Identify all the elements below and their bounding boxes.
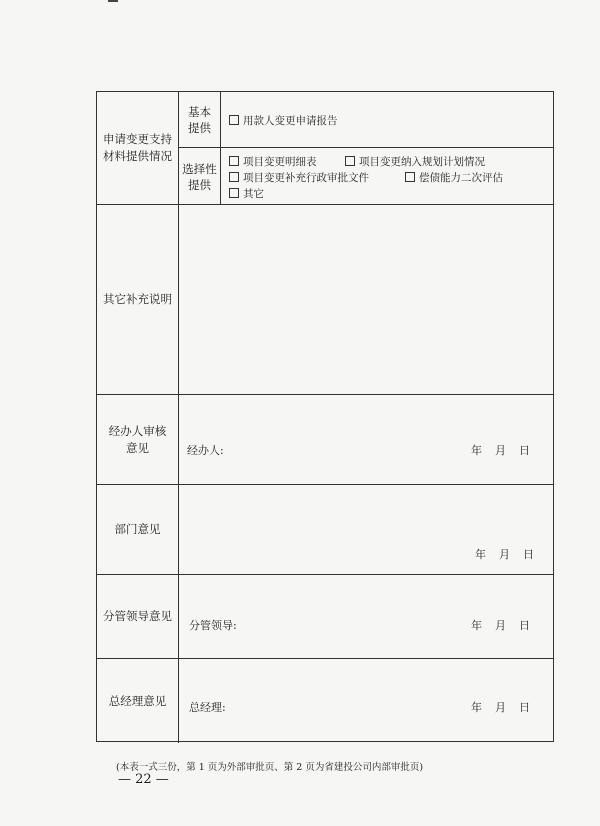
subrow-optional [179, 148, 553, 205]
support-materials-label: 申请变更支持材料提供情况 [97, 92, 179, 204]
option-basic-report[interactable]: 用款人变更申请报告 [229, 113, 338, 128]
optional-provide-label: 选择性提供 [179, 148, 221, 205]
option-planning-inclusion[interactable]: 项目变更纳入规划计划情况 [345, 154, 485, 169]
checkbox[interactable] [229, 115, 239, 125]
general-manager-label: 总经理意见 [97, 659, 179, 743]
checkbox[interactable] [229, 172, 239, 182]
other-notes-label: 其它补充说明 [97, 205, 179, 394]
row-general-manager [97, 659, 553, 743]
checkbox[interactable] [345, 156, 355, 166]
row-support-materials [97, 92, 553, 205]
page-number: — 22 — [118, 772, 169, 787]
handler-date: 年 月 日 [471, 444, 530, 457]
supervisor-label: 分管领导意见 [97, 575, 179, 658]
checkbox[interactable] [229, 188, 239, 198]
supervisor-signer: 分管领导: [189, 619, 237, 632]
general-manager-signer: 总经理: [189, 701, 226, 714]
option-other[interactable]: 其它 [229, 186, 264, 201]
option-change-details[interactable]: 项目变更明细表 [229, 154, 317, 169]
basic-provide-label: 基本提供 [179, 92, 221, 147]
row-handler [97, 395, 553, 485]
checkbox[interactable] [405, 172, 415, 182]
handler-label: 经办人审核意见 [97, 395, 179, 484]
row-other-notes [97, 205, 553, 395]
option-admin-approval[interactable]: 项目变更补充行政审批文件 [229, 170, 369, 185]
other-notes-field[interactable] [181, 209, 549, 390]
option-debt-assessment[interactable]: 偿债能力二次评估 [405, 170, 503, 185]
scan-mark [108, 0, 118, 2]
row-supervisor [97, 575, 553, 659]
checkbox[interactable] [229, 156, 239, 166]
supervisor-date: 年 月 日 [471, 619, 530, 632]
footer-note: (本表一式三份，第 1 页为外部审批页、第 2 页为省建投公司内部审批页) [116, 762, 424, 773]
approval-form-table [96, 91, 554, 742]
general-manager-date: 年 月 日 [471, 701, 530, 714]
handler-signer: 经办人: [187, 444, 224, 457]
subrow-basic [179, 92, 553, 148]
department-label: 部门意见 [97, 485, 179, 574]
department-date: 年 月 日 [475, 548, 534, 561]
row-department [97, 485, 553, 575]
